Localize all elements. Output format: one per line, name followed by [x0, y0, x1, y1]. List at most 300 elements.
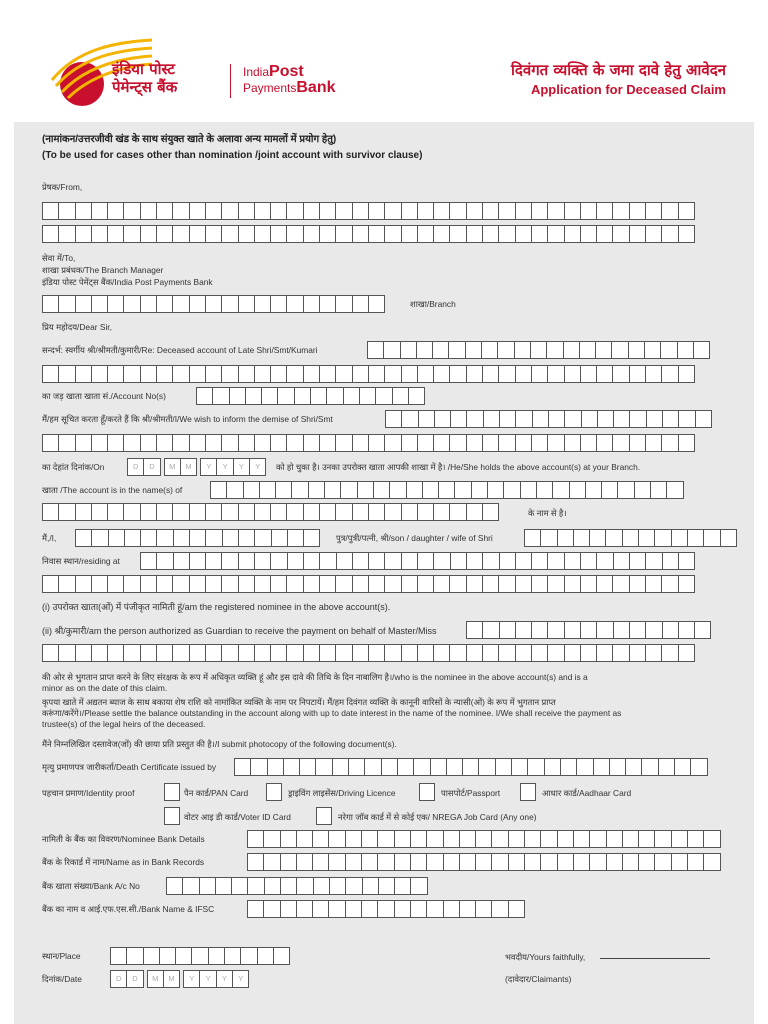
- input-box[interactable]: [267, 758, 284, 776]
- input-box[interactable]: [401, 365, 418, 383]
- input-box[interactable]: [622, 529, 639, 547]
- input-box[interactable]: [270, 365, 287, 383]
- input-box[interactable]: [140, 434, 157, 452]
- input-box[interactable]: [548, 410, 565, 428]
- input-box[interactable]: [410, 853, 427, 871]
- input-box[interactable]: [646, 410, 663, 428]
- date-box-y4[interactable]: Y: [249, 458, 266, 476]
- input-box[interactable]: [410, 830, 427, 848]
- input-box[interactable]: [58, 503, 75, 521]
- input-box[interactable]: [671, 830, 688, 848]
- input-box[interactable]: [508, 830, 525, 848]
- input-box[interactable]: [123, 295, 140, 313]
- input-box[interactable]: [557, 830, 574, 848]
- input-box[interactable]: [368, 434, 385, 452]
- input-box[interactable]: [238, 552, 255, 570]
- input-box[interactable]: [294, 387, 311, 405]
- input-box[interactable]: [609, 758, 626, 776]
- input-box[interactable]: [156, 503, 173, 521]
- sign-date-m1[interactable]: M: [147, 970, 164, 988]
- input-box[interactable]: [189, 529, 206, 547]
- input-box[interactable]: [392, 387, 409, 405]
- input-box[interactable]: [448, 341, 465, 359]
- aadhaar-checkbox[interactable]: [520, 783, 536, 801]
- input-box[interactable]: [498, 202, 515, 220]
- input-box[interactable]: [478, 758, 495, 776]
- input-box[interactable]: [238, 434, 255, 452]
- input-box[interactable]: [660, 341, 677, 359]
- input-box[interactable]: [156, 202, 173, 220]
- input-box[interactable]: [446, 758, 463, 776]
- input-box[interactable]: [564, 575, 581, 593]
- inform-demise-line2-boxes[interactable]: [42, 434, 694, 452]
- input-box[interactable]: [221, 503, 238, 521]
- input-box[interactable]: [576, 758, 593, 776]
- input-box[interactable]: [324, 481, 341, 499]
- input-box[interactable]: [123, 575, 140, 593]
- input-box[interactable]: [524, 853, 541, 871]
- input-box[interactable]: [401, 434, 418, 452]
- input-box[interactable]: [564, 552, 581, 570]
- input-box[interactable]: [238, 202, 255, 220]
- input-box[interactable]: [123, 644, 140, 662]
- input-box[interactable]: [666, 481, 683, 499]
- input-box[interactable]: [343, 387, 360, 405]
- input-box[interactable]: [319, 644, 336, 662]
- input-box[interactable]: [426, 900, 443, 918]
- input-box[interactable]: [581, 410, 598, 428]
- input-box[interactable]: [172, 434, 189, 452]
- input-box[interactable]: [397, 758, 414, 776]
- input-box[interactable]: [482, 202, 499, 220]
- input-box[interactable]: [254, 552, 271, 570]
- input-box[interactable]: [42, 365, 59, 383]
- input-box[interactable]: [221, 575, 238, 593]
- input-box[interactable]: [189, 644, 206, 662]
- input-box[interactable]: [221, 644, 238, 662]
- input-box[interactable]: [58, 295, 75, 313]
- input-box[interactable]: [629, 434, 646, 452]
- input-box[interactable]: [687, 853, 704, 871]
- input-box[interactable]: [426, 853, 443, 871]
- input-box[interactable]: [611, 341, 628, 359]
- input-box[interactable]: [75, 225, 92, 243]
- input-box[interactable]: [597, 410, 614, 428]
- input-box[interactable]: [58, 575, 75, 593]
- input-box[interactable]: [580, 365, 597, 383]
- input-box[interactable]: [384, 225, 401, 243]
- input-box[interactable]: [417, 552, 434, 570]
- input-box[interactable]: [547, 434, 564, 452]
- input-box[interactable]: [430, 758, 447, 776]
- input-box[interactable]: [75, 529, 92, 547]
- input-box[interactable]: [579, 341, 596, 359]
- input-box[interactable]: [394, 853, 411, 871]
- input-box[interactable]: [345, 877, 362, 895]
- input-box[interactable]: [172, 575, 189, 593]
- input-box[interactable]: [481, 341, 498, 359]
- input-box[interactable]: [261, 387, 278, 405]
- input-box[interactable]: [263, 853, 280, 871]
- from-line1-boxes[interactable]: [42, 202, 694, 220]
- input-box[interactable]: [280, 853, 297, 871]
- input-box[interactable]: [401, 644, 418, 662]
- input-box[interactable]: [645, 621, 662, 639]
- input-box[interactable]: [238, 644, 255, 662]
- input-box[interactable]: [433, 225, 450, 243]
- input-box[interactable]: [589, 830, 606, 848]
- input-box[interactable]: [263, 900, 280, 918]
- input-box[interactable]: [140, 225, 157, 243]
- input-box[interactable]: [332, 758, 349, 776]
- input-box[interactable]: [238, 529, 255, 547]
- input-box[interactable]: [400, 341, 417, 359]
- input-box[interactable]: [335, 503, 352, 521]
- input-box[interactable]: [511, 758, 528, 776]
- input-box[interactable]: [530, 341, 547, 359]
- input-box[interactable]: [287, 552, 304, 570]
- input-box[interactable]: [416, 341, 433, 359]
- input-box[interactable]: [573, 830, 590, 848]
- input-box[interactable]: [384, 202, 401, 220]
- input-box[interactable]: [606, 830, 623, 848]
- sign-date-y4[interactable]: Y: [232, 970, 249, 988]
- input-box[interactable]: [257, 947, 274, 965]
- input-box[interactable]: [515, 434, 532, 452]
- input-box[interactable]: [546, 341, 563, 359]
- input-box[interactable]: [359, 387, 376, 405]
- input-box[interactable]: [205, 644, 222, 662]
- input-box[interactable]: [335, 225, 352, 243]
- input-box[interactable]: [254, 365, 271, 383]
- re-deceased-boxes[interactable]: [367, 341, 709, 359]
- input-box[interactable]: [335, 295, 352, 313]
- input-box[interactable]: [580, 644, 597, 662]
- bank-ac-no-boxes[interactable]: [166, 877, 427, 895]
- input-box[interactable]: [91, 503, 108, 521]
- input-box[interactable]: [532, 410, 549, 428]
- input-box[interactable]: [482, 575, 499, 593]
- input-box[interactable]: [166, 877, 183, 895]
- input-box[interactable]: [286, 202, 303, 220]
- input-box[interactable]: [189, 365, 206, 383]
- input-box[interactable]: [671, 529, 688, 547]
- input-box[interactable]: [557, 853, 574, 871]
- input-box[interactable]: [58, 202, 75, 220]
- input-box[interactable]: [482, 644, 499, 662]
- input-box[interactable]: [238, 503, 255, 521]
- input-box[interactable]: [286, 295, 303, 313]
- input-box[interactable]: [495, 758, 512, 776]
- date-box-m2[interactable]: M: [180, 458, 197, 476]
- nominee-bank-boxes[interactable]: [247, 830, 720, 848]
- input-box[interactable]: [645, 644, 662, 662]
- input-box[interactable]: [527, 758, 544, 776]
- input-box[interactable]: [189, 295, 206, 313]
- input-box[interactable]: [520, 481, 537, 499]
- input-box[interactable]: [449, 575, 466, 593]
- input-box[interactable]: [328, 830, 345, 848]
- input-box[interactable]: [352, 503, 369, 521]
- input-box[interactable]: [172, 202, 189, 220]
- input-box[interactable]: [524, 830, 541, 848]
- input-box[interactable]: [645, 434, 662, 452]
- input-box[interactable]: [270, 434, 287, 452]
- input-box[interactable]: [694, 621, 711, 639]
- input-box[interactable]: [531, 365, 548, 383]
- input-box[interactable]: [482, 365, 499, 383]
- input-box[interactable]: [687, 830, 704, 848]
- input-box[interactable]: [547, 575, 564, 593]
- residing-line2-boxes[interactable]: [42, 575, 694, 593]
- input-box[interactable]: [573, 853, 590, 871]
- input-box[interactable]: [238, 365, 255, 383]
- input-box[interactable]: [189, 575, 206, 593]
- input-box[interactable]: [401, 575, 418, 593]
- input-box[interactable]: [221, 365, 238, 383]
- input-box[interactable]: [634, 481, 651, 499]
- input-box[interactable]: [156, 225, 173, 243]
- input-box[interactable]: [254, 434, 271, 452]
- input-box[interactable]: [612, 225, 629, 243]
- input-box[interactable]: [433, 202, 450, 220]
- input-box[interactable]: [531, 434, 548, 452]
- input-box[interactable]: [172, 365, 189, 383]
- input-box[interactable]: [465, 341, 482, 359]
- branch-boxes[interactable]: [42, 295, 384, 313]
- input-box[interactable]: [222, 529, 239, 547]
- input-box[interactable]: [410, 877, 427, 895]
- input-box[interactable]: [515, 410, 532, 428]
- sign-date-m2[interactable]: M: [163, 970, 180, 988]
- input-box[interactable]: [678, 410, 695, 428]
- input-box[interactable]: [498, 365, 515, 383]
- input-box[interactable]: [352, 434, 369, 452]
- input-box[interactable]: [678, 202, 695, 220]
- input-box[interactable]: [394, 830, 411, 848]
- i-name-boxes[interactable]: [75, 529, 319, 547]
- input-box[interactable]: [189, 225, 206, 243]
- input-box[interactable]: [361, 830, 378, 848]
- input-box[interactable]: [189, 503, 206, 521]
- input-box[interactable]: [580, 225, 597, 243]
- input-box[interactable]: [508, 853, 525, 871]
- input-box[interactable]: [596, 202, 613, 220]
- input-box[interactable]: [345, 853, 362, 871]
- input-box[interactable]: [644, 341, 661, 359]
- input-box[interactable]: [678, 621, 695, 639]
- account-no-boxes[interactable]: [196, 387, 424, 405]
- input-box[interactable]: [308, 481, 325, 499]
- input-box[interactable]: [58, 225, 75, 243]
- input-box[interactable]: [645, 225, 662, 243]
- input-box[interactable]: [375, 387, 392, 405]
- input-box[interactable]: [42, 202, 59, 220]
- input-box[interactable]: [433, 575, 450, 593]
- input-box[interactable]: [368, 552, 385, 570]
- input-box[interactable]: [450, 552, 467, 570]
- input-box[interactable]: [459, 853, 476, 871]
- input-box[interactable]: [221, 552, 238, 570]
- input-box[interactable]: [42, 295, 59, 313]
- input-box[interactable]: [286, 575, 303, 593]
- input-box[interactable]: [368, 575, 385, 593]
- date-box-d2[interactable]: D: [143, 458, 160, 476]
- input-box[interactable]: [377, 830, 394, 848]
- input-box[interactable]: [515, 225, 532, 243]
- re-deceased-line2-boxes[interactable]: [42, 365, 694, 383]
- driving-checkbox[interactable]: [266, 783, 282, 801]
- input-box[interactable]: [662, 410, 679, 428]
- input-box[interactable]: [270, 644, 287, 662]
- input-box[interactable]: [596, 225, 613, 243]
- input-box[interactable]: [123, 434, 140, 452]
- input-box[interactable]: [677, 341, 694, 359]
- input-box[interactable]: [466, 410, 483, 428]
- input-box[interactable]: [557, 529, 574, 547]
- input-box[interactable]: [58, 434, 75, 452]
- name-bank-records-boxes[interactable]: [247, 853, 720, 871]
- input-box[interactable]: [547, 202, 564, 220]
- input-box[interactable]: [482, 225, 499, 243]
- passport-checkbox[interactable]: [419, 783, 435, 801]
- input-box[interactable]: [212, 387, 229, 405]
- input-box[interactable]: [720, 529, 737, 547]
- input-box[interactable]: [328, 853, 345, 871]
- input-box[interactable]: [449, 434, 466, 452]
- input-box[interactable]: [466, 365, 483, 383]
- input-box[interactable]: [283, 758, 300, 776]
- input-box[interactable]: [140, 552, 157, 570]
- input-box[interactable]: [605, 529, 622, 547]
- input-box[interactable]: [645, 552, 662, 570]
- input-box[interactable]: [454, 481, 471, 499]
- input-box[interactable]: [540, 529, 557, 547]
- input-box[interactable]: [205, 365, 222, 383]
- input-box[interactable]: [221, 225, 238, 243]
- input-box[interactable]: [622, 830, 639, 848]
- input-box[interactable]: [515, 552, 532, 570]
- input-box[interactable]: [645, 202, 662, 220]
- input-box[interactable]: [336, 552, 353, 570]
- signature-line[interactable]: [600, 958, 710, 959]
- input-box[interactable]: [270, 552, 287, 570]
- input-box[interactable]: [595, 341, 612, 359]
- input-box[interactable]: [573, 529, 590, 547]
- input-box[interactable]: [482, 552, 499, 570]
- input-box[interactable]: [674, 758, 691, 776]
- input-box[interactable]: [319, 202, 336, 220]
- input-box[interactable]: [226, 481, 243, 499]
- input-box[interactable]: [433, 434, 450, 452]
- input-box[interactable]: [352, 552, 369, 570]
- input-box[interactable]: [210, 481, 227, 499]
- input-box[interactable]: [612, 434, 629, 452]
- input-box[interactable]: [296, 900, 313, 918]
- input-box[interactable]: [662, 621, 679, 639]
- input-box[interactable]: [547, 225, 564, 243]
- input-box[interactable]: [247, 830, 264, 848]
- input-box[interactable]: [254, 295, 271, 313]
- input-box[interactable]: [695, 410, 712, 428]
- input-box[interactable]: [108, 529, 125, 547]
- input-box[interactable]: [254, 644, 271, 662]
- input-box[interactable]: [172, 295, 189, 313]
- input-box[interactable]: [613, 621, 630, 639]
- input-box[interactable]: [482, 434, 499, 452]
- input-box[interactable]: [373, 481, 390, 499]
- input-box[interactable]: [417, 644, 434, 662]
- input-box[interactable]: [531, 621, 548, 639]
- input-box[interactable]: [612, 644, 629, 662]
- input-box[interactable]: [91, 529, 108, 547]
- input-box[interactable]: [42, 503, 59, 521]
- input-box[interactable]: [487, 481, 504, 499]
- input-box[interactable]: [245, 387, 262, 405]
- input-box[interactable]: [303, 552, 320, 570]
- input-box[interactable]: [110, 947, 127, 965]
- input-box[interactable]: [433, 644, 450, 662]
- input-box[interactable]: [296, 853, 313, 871]
- input-box[interactable]: [466, 503, 483, 521]
- input-box[interactable]: [91, 365, 108, 383]
- input-box[interactable]: [310, 387, 327, 405]
- input-box[interactable]: [182, 877, 199, 895]
- input-box[interactable]: [340, 481, 357, 499]
- input-box[interactable]: [645, 575, 662, 593]
- input-box[interactable]: [596, 575, 613, 593]
- input-box[interactable]: [515, 365, 532, 383]
- input-box[interactable]: [432, 341, 449, 359]
- input-box[interactable]: [275, 481, 292, 499]
- input-box[interactable]: [172, 644, 189, 662]
- input-box[interactable]: [417, 503, 434, 521]
- input-box[interactable]: [629, 552, 646, 570]
- input-box[interactable]: [547, 365, 564, 383]
- input-box[interactable]: [498, 434, 515, 452]
- input-box[interactable]: [159, 947, 176, 965]
- input-box[interactable]: [687, 529, 704, 547]
- input-box[interactable]: [319, 575, 336, 593]
- input-box[interactable]: [140, 575, 157, 593]
- sign-date-boxes[interactable]: [110, 970, 248, 988]
- input-box[interactable]: [443, 830, 460, 848]
- input-box[interactable]: [368, 202, 385, 220]
- input-box[interactable]: [191, 947, 208, 965]
- input-box[interactable]: [482, 621, 499, 639]
- input-box[interactable]: [91, 202, 108, 220]
- input-box[interactable]: [650, 481, 667, 499]
- input-box[interactable]: [413, 758, 430, 776]
- input-box[interactable]: [224, 947, 241, 965]
- date-box-y3[interactable]: Y: [233, 458, 250, 476]
- input-box[interactable]: [443, 900, 460, 918]
- input-box[interactable]: [364, 758, 381, 776]
- input-box[interactable]: [498, 225, 515, 243]
- input-box[interactable]: [547, 552, 564, 570]
- input-box[interactable]: [552, 481, 569, 499]
- input-box[interactable]: [215, 877, 232, 895]
- input-box[interactable]: [205, 552, 222, 570]
- input-box[interactable]: [703, 853, 720, 871]
- input-box[interactable]: [287, 529, 304, 547]
- input-box[interactable]: [596, 365, 613, 383]
- input-box[interactable]: [544, 758, 561, 776]
- input-box[interactable]: [406, 481, 423, 499]
- input-box[interactable]: [123, 225, 140, 243]
- input-box[interactable]: [471, 481, 488, 499]
- input-box[interactable]: [156, 529, 173, 547]
